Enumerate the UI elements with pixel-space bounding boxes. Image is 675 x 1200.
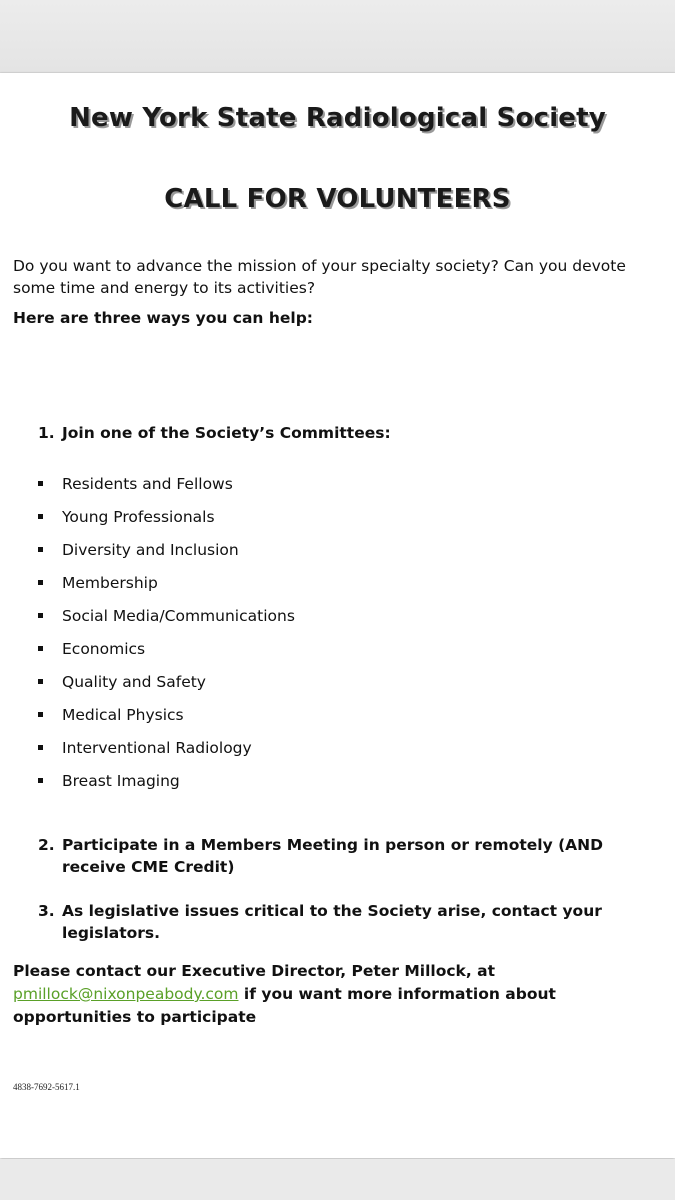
list-item: Social Media/Communications [38, 605, 295, 638]
step-1 [38, 422, 648, 444]
list-item: Economics [38, 638, 295, 671]
viewer-top-bar [0, 0, 675, 73]
step-2-number: 2. [38, 836, 55, 854]
bullet-icon [38, 712, 43, 717]
bullet-icon [38, 646, 43, 651]
ways-label: Here are three ways you can help: [13, 309, 314, 327]
bullet-icon [38, 547, 43, 552]
bullet-icon [38, 778, 43, 783]
list-item: Membership [38, 572, 295, 605]
step-3-number: 3. [38, 902, 55, 920]
list-item: Interventional Radiology [38, 737, 295, 770]
bullet-icon [38, 745, 43, 750]
bullet-icon [38, 580, 43, 585]
list-item: Medical Physics [38, 704, 295, 737]
email-link[interactable]: pmillock@nixonpeabody.com [13, 985, 239, 1003]
list-item: Residents and Fellows [38, 473, 295, 506]
bullet-icon [38, 679, 43, 684]
step-3 [38, 900, 648, 944]
committee-list [38, 473, 295, 803]
list-item: Diversity and Inclusion [38, 539, 295, 572]
step-2 [38, 834, 648, 878]
call-for-volunteers-heading: CALL FOR VOLUNTEERS [164, 184, 511, 214]
contact-text-before: Please contact our Executive Director, Peter Millock, at [13, 962, 496, 980]
document-id: 4838-7692-5617.1 [13, 1082, 80, 1092]
step-3-text: As legislative issues critical to the Society arise, contact your legislators. [62, 902, 602, 942]
step-1-text: Join one of the Society’s Committees: [62, 424, 391, 442]
step-2-text: Participate in a Members Meeting in person or remotely (AND receive CME Credit) [62, 836, 604, 876]
list-item: Young Professionals [38, 506, 295, 539]
bullet-icon [38, 613, 43, 618]
bullet-icon [38, 514, 43, 519]
contact-text-after: if you want more information about opportunities to participate [13, 985, 556, 1026]
step-1-number: 1. [38, 424, 55, 442]
contact-paragraph [13, 960, 668, 1029]
organization-title: New York State Radiological Society [69, 103, 606, 133]
list-item: Breast Imaging [38, 770, 295, 803]
list-item: Quality and Safety [38, 671, 295, 704]
intro-paragraph: Do you want to advance the mission of your specialty society? Can you devote some time and energy to its activities? [13, 257, 626, 297]
bullet-icon [38, 481, 43, 486]
viewer-bottom-bar [0, 1159, 675, 1200]
